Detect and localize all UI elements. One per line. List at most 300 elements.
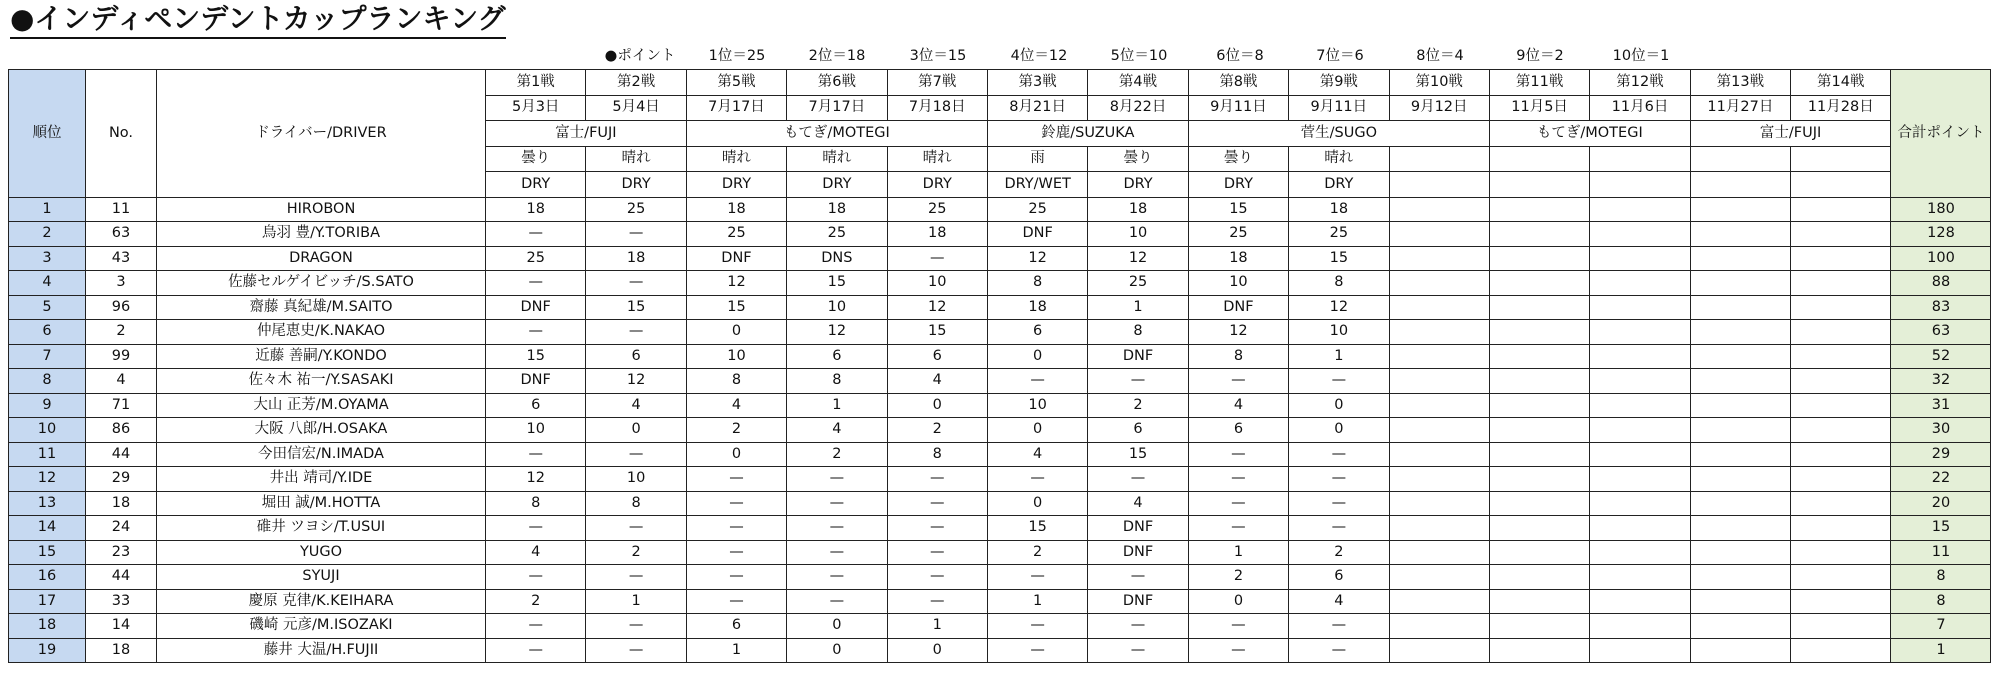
total-points-cell: 88 — [1891, 271, 1991, 296]
result-cell: 6 — [1088, 418, 1188, 443]
result-cell: — — [887, 589, 987, 614]
result-cell: — — [486, 442, 586, 467]
weather-cell: 晴れ — [787, 146, 887, 172]
result-cell: — — [1289, 442, 1389, 467]
car-number-cell: 24 — [86, 516, 157, 541]
result-cell: — — [1188, 467, 1288, 492]
weather-cell: 曇り — [1188, 146, 1288, 172]
result-cell: DNF — [486, 295, 586, 320]
result-cell — [1590, 516, 1690, 541]
result-cell: 10 — [787, 295, 887, 320]
round-label: 第14戦 — [1791, 70, 1891, 96]
result-cell — [1489, 467, 1589, 492]
result-cell: 4 — [987, 442, 1087, 467]
result-cell: 18 — [586, 246, 686, 271]
result-cell: 18 — [1088, 197, 1188, 222]
result-cell — [1590, 197, 1690, 222]
car-number-cell: 43 — [86, 246, 157, 271]
result-cell: — — [987, 638, 1087, 663]
result-cell: 0 — [887, 638, 987, 663]
result-cell — [1389, 565, 1489, 590]
result-cell — [1489, 638, 1589, 663]
result-cell — [1791, 369, 1891, 394]
condition-cell — [1590, 172, 1690, 198]
position-cell: 18 — [9, 614, 86, 639]
result-cell: 0 — [987, 344, 1087, 369]
result-cell: 25 — [1088, 271, 1188, 296]
result-cell: 12 — [987, 246, 1087, 271]
position-cell: 6 — [9, 320, 86, 345]
car-number-cell: 3 — [86, 271, 157, 296]
result-cell: 15 — [586, 295, 686, 320]
result-cell: 18 — [987, 295, 1087, 320]
result-cell: 4 — [686, 393, 786, 418]
result-cell: 6 — [787, 344, 887, 369]
total-points-cell: 63 — [1891, 320, 1991, 345]
result-cell — [1389, 467, 1489, 492]
result-cell — [1590, 222, 1690, 247]
driver-cell: 大山 正芳/M.OYAMA — [157, 393, 486, 418]
result-cell — [1389, 320, 1489, 345]
result-cell: 1 — [987, 589, 1087, 614]
result-cell — [1489, 222, 1589, 247]
total-points-cell: 128 — [1891, 222, 1991, 247]
result-cell: — — [586, 320, 686, 345]
total-points-cell: 15 — [1891, 516, 1991, 541]
result-cell: 4 — [1188, 393, 1288, 418]
result-cell: — — [1088, 369, 1188, 394]
result-cell — [1690, 393, 1790, 418]
result-cell: 18 — [887, 222, 987, 247]
total-points-cell: 31 — [1891, 393, 1991, 418]
result-cell: 15 — [887, 320, 987, 345]
result-cell — [1791, 197, 1891, 222]
result-cell: 15 — [987, 516, 1087, 541]
result-cell: 2 — [1289, 540, 1389, 565]
result-cell: — — [887, 565, 987, 590]
result-cell — [1489, 246, 1589, 271]
result-cell — [1590, 565, 1690, 590]
result-cell: — — [1088, 614, 1188, 639]
result-cell: 6 — [1289, 565, 1389, 590]
result-cell: — — [686, 491, 786, 516]
result-cell — [1590, 589, 1690, 614]
position-cell: 10 — [9, 418, 86, 443]
result-cell: 10 — [987, 393, 1087, 418]
result-cell: 0 — [787, 614, 887, 639]
table-row — [9, 320, 1991, 345]
result-cell — [1590, 271, 1690, 296]
condition-cell: DRY — [1088, 172, 1188, 198]
result-cell: — — [787, 516, 887, 541]
result-cell: 0 — [1289, 418, 1389, 443]
result-cell: — — [486, 222, 586, 247]
driver-cell: 近藤 善嗣/Y.KONDO — [157, 344, 486, 369]
round-date: 7月17日 — [787, 95, 887, 121]
total-points-cell: 7 — [1891, 614, 1991, 639]
position-cell: 11 — [9, 442, 86, 467]
result-cell — [1389, 222, 1489, 247]
round-label: 第3戦 — [987, 70, 1087, 96]
result-cell: — — [586, 271, 686, 296]
result-cell — [1489, 418, 1589, 443]
result-cell — [1389, 491, 1489, 516]
result-cell: 4 — [1289, 589, 1389, 614]
result-cell — [1489, 491, 1589, 516]
condition-cell — [1690, 172, 1790, 198]
result-cell: 2 — [1188, 565, 1288, 590]
result-cell — [1389, 344, 1489, 369]
position-cell: 19 — [9, 638, 86, 663]
result-cell — [1489, 320, 1589, 345]
table-row — [9, 467, 1991, 492]
result-cell: 4 — [586, 393, 686, 418]
result-cell — [1690, 540, 1790, 565]
round-label: 第9戦 — [1289, 70, 1389, 96]
result-cell — [1791, 565, 1891, 590]
result-cell: — — [1289, 638, 1389, 663]
result-cell: 8 — [1088, 320, 1188, 345]
header-driver: ドライバー/DRIVER — [157, 70, 486, 198]
car-number-cell: 2 — [86, 320, 157, 345]
result-cell: 2 — [787, 442, 887, 467]
car-number-cell: 18 — [86, 638, 157, 663]
driver-cell: 大阪 八郎/H.OSAKA — [157, 418, 486, 443]
car-number-cell: 11 — [86, 197, 157, 222]
weather-cell — [1791, 146, 1891, 172]
total-points-cell: 30 — [1891, 418, 1991, 443]
result-cell — [1791, 491, 1891, 516]
round-date: 9月12日 — [1389, 95, 1489, 121]
result-cell — [1590, 344, 1690, 369]
result-cell: 15 — [686, 295, 786, 320]
table-row — [9, 222, 1991, 247]
car-number-cell: 18 — [86, 491, 157, 516]
result-cell — [1690, 589, 1790, 614]
result-cell: — — [1188, 369, 1288, 394]
result-cell: 8 — [887, 442, 987, 467]
weather-cell: 曇り — [1088, 146, 1188, 172]
car-number-cell: 14 — [86, 614, 157, 639]
result-cell — [1489, 369, 1589, 394]
result-cell: — — [1188, 614, 1288, 639]
result-cell: 2 — [887, 418, 987, 443]
result-cell — [1690, 565, 1790, 590]
weather-cell: 晴れ — [586, 146, 686, 172]
result-cell: DNS — [787, 246, 887, 271]
result-cell — [1489, 589, 1589, 614]
condition-cell: DRY — [1188, 172, 1288, 198]
total-points-cell: 20 — [1891, 491, 1991, 516]
result-cell: 0 — [787, 638, 887, 663]
result-cell — [1791, 418, 1891, 443]
result-cell: — — [987, 614, 1087, 639]
result-cell: DNF — [686, 246, 786, 271]
result-cell: 10 — [586, 467, 686, 492]
position-cell: 4 — [9, 271, 86, 296]
car-number-cell: 29 — [86, 467, 157, 492]
result-cell: 25 — [987, 197, 1087, 222]
table-row — [9, 393, 1991, 418]
total-points-cell: 32 — [1891, 369, 1991, 394]
result-cell — [1590, 295, 1690, 320]
result-cell: 2 — [586, 540, 686, 565]
round-date: 5月3日 — [486, 95, 586, 121]
result-cell — [1489, 540, 1589, 565]
result-cell: 8 — [1289, 271, 1389, 296]
result-cell: 12 — [887, 295, 987, 320]
result-cell: — — [586, 516, 686, 541]
weather-cell: 晴れ — [1289, 146, 1389, 172]
result-cell: 0 — [686, 320, 786, 345]
page-title: ●インディペンデントカップランキング — [10, 2, 506, 39]
result-cell: 1 — [887, 614, 987, 639]
result-cell: — — [1289, 491, 1389, 516]
result-cell — [1389, 442, 1489, 467]
result-cell — [1489, 565, 1589, 590]
result-cell: — — [686, 540, 786, 565]
result-cell: — — [486, 614, 586, 639]
result-cell: — — [1188, 516, 1288, 541]
result-cell: — — [1289, 516, 1389, 541]
table-row — [9, 638, 1991, 663]
weather-cell: 雨 — [987, 146, 1087, 172]
result-cell — [1489, 271, 1589, 296]
total-points-cell: 29 — [1891, 442, 1991, 467]
car-number-cell: 23 — [86, 540, 157, 565]
result-cell: 4 — [887, 369, 987, 394]
result-cell — [1590, 614, 1690, 639]
round-label: 第5戦 — [686, 70, 786, 96]
result-cell: 4 — [1088, 491, 1188, 516]
result-cell — [1791, 344, 1891, 369]
position-cell: 2 — [9, 222, 86, 247]
driver-cell: 井出 靖司/Y.IDE — [157, 467, 486, 492]
result-cell: — — [1289, 369, 1389, 394]
result-cell: — — [887, 467, 987, 492]
result-cell: 8 — [686, 369, 786, 394]
driver-cell: SYUJI — [157, 565, 486, 590]
result-cell — [1389, 589, 1489, 614]
table-row — [9, 491, 1991, 516]
result-cell — [1791, 516, 1891, 541]
table-row — [9, 344, 1991, 369]
result-cell: — — [1088, 638, 1188, 663]
result-cell: — — [1188, 491, 1288, 516]
result-cell — [1590, 442, 1690, 467]
result-cell — [1791, 589, 1891, 614]
result-cell — [1489, 393, 1589, 418]
circuit-name: 富士/FUJI — [486, 121, 687, 147]
condition-cell: DRY — [887, 172, 987, 198]
weather-cell — [1489, 146, 1589, 172]
result-cell — [1791, 442, 1891, 467]
result-cell: — — [987, 467, 1087, 492]
points-label: ●ポイント — [604, 48, 676, 64]
car-number-cell: 71 — [86, 393, 157, 418]
result-cell — [1389, 369, 1489, 394]
result-cell: 10 — [1188, 271, 1288, 296]
header-car-number: No. — [86, 70, 157, 198]
round-label: 第8戦 — [1188, 70, 1288, 96]
result-cell — [1791, 393, 1891, 418]
result-cell: — — [586, 565, 686, 590]
result-cell — [1791, 614, 1891, 639]
result-cell: 25 — [1289, 222, 1389, 247]
result-cell — [1690, 369, 1790, 394]
result-cell: 15 — [787, 271, 887, 296]
header-total-points: 合計ポイント — [1891, 70, 1991, 198]
result-cell: 8 — [987, 271, 1087, 296]
round-label: 第7戦 — [887, 70, 987, 96]
weather-cell — [1590, 146, 1690, 172]
driver-cell: 碓井 ツヨシ/T.USUI — [157, 516, 486, 541]
result-cell: — — [486, 516, 586, 541]
result-cell: — — [686, 565, 786, 590]
result-cell: 2 — [686, 418, 786, 443]
result-cell: 18 — [486, 197, 586, 222]
result-cell: DNF — [987, 222, 1087, 247]
position-cell: 15 — [9, 540, 86, 565]
result-cell — [1690, 491, 1790, 516]
car-number-cell: 33 — [86, 589, 157, 614]
result-cell: — — [686, 589, 786, 614]
result-cell — [1590, 540, 1690, 565]
result-cell: 12 — [586, 369, 686, 394]
result-cell: DNF — [1088, 589, 1188, 614]
result-cell: 12 — [787, 320, 887, 345]
result-cell — [1389, 271, 1489, 296]
result-cell — [1791, 222, 1891, 247]
result-cell: 6 — [486, 393, 586, 418]
points-item: 5位＝10 — [1110, 48, 1168, 64]
result-cell: 15 — [1289, 246, 1389, 271]
position-cell: 1 — [9, 197, 86, 222]
result-cell: 10 — [686, 344, 786, 369]
result-cell: — — [486, 320, 586, 345]
header-round-row — [9, 70, 1991, 96]
round-label: 第2戦 — [586, 70, 686, 96]
result-cell: 6 — [987, 320, 1087, 345]
weather-cell: 晴れ — [686, 146, 786, 172]
round-date: 11月5日 — [1489, 95, 1589, 121]
result-cell: 0 — [987, 491, 1087, 516]
weather-cell: 晴れ — [887, 146, 987, 172]
result-cell: — — [1188, 638, 1288, 663]
result-cell: 8 — [787, 369, 887, 394]
result-cell: 1 — [1188, 540, 1288, 565]
result-cell — [1690, 320, 1790, 345]
result-cell: 25 — [686, 222, 786, 247]
result-cell — [1791, 271, 1891, 296]
table-row — [9, 565, 1991, 590]
points-legend — [0, 44, 2000, 66]
weather-cell — [1389, 146, 1489, 172]
result-cell: 25 — [586, 197, 686, 222]
result-cell: 18 — [787, 197, 887, 222]
result-cell — [1590, 491, 1690, 516]
result-cell: 25 — [1188, 222, 1288, 247]
result-cell — [1690, 614, 1790, 639]
total-points-cell: 11 — [1891, 540, 1991, 565]
result-cell: 10 — [1289, 320, 1389, 345]
result-cell: — — [486, 565, 586, 590]
result-cell: 6 — [887, 344, 987, 369]
result-cell — [1690, 638, 1790, 663]
result-cell: 1 — [787, 393, 887, 418]
position-cell: 3 — [9, 246, 86, 271]
points-item: 2位＝18 — [808, 48, 866, 64]
header-position: 順位 — [9, 70, 86, 198]
result-cell: — — [887, 540, 987, 565]
weather-cell — [1690, 146, 1790, 172]
condition-cell — [1389, 172, 1489, 198]
table-row — [9, 516, 1991, 541]
result-cell — [1690, 222, 1790, 247]
table-row — [9, 295, 1991, 320]
points-item: 4位＝12 — [1010, 48, 1068, 64]
total-points-cell: 8 — [1891, 565, 1991, 590]
result-cell: 18 — [1188, 246, 1288, 271]
total-points-cell: 8 — [1891, 589, 1991, 614]
circuit-name: もてぎ/MOTEGI — [1489, 121, 1690, 147]
position-cell: 5 — [9, 295, 86, 320]
result-cell — [1389, 393, 1489, 418]
result-cell — [1489, 197, 1589, 222]
condition-cell — [1489, 172, 1589, 198]
result-cell — [1489, 614, 1589, 639]
points-item: 9位＝2 — [1516, 48, 1564, 64]
result-cell: 25 — [887, 197, 987, 222]
result-cell — [1791, 638, 1891, 663]
result-cell: — — [586, 638, 686, 663]
round-date: 8月21日 — [987, 95, 1087, 121]
result-cell — [1389, 418, 1489, 443]
result-cell: — — [887, 246, 987, 271]
table-row — [9, 442, 1991, 467]
driver-cell: 鳥羽 豊/Y.TORIBA — [157, 222, 486, 247]
round-date: 7月17日 — [686, 95, 786, 121]
result-cell: — — [586, 222, 686, 247]
condition-cell: DRY — [1289, 172, 1389, 198]
round-date: 5月4日 — [586, 95, 686, 121]
total-points-cell: 100 — [1891, 246, 1991, 271]
round-date: 9月11日 — [1289, 95, 1389, 121]
result-cell — [1590, 467, 1690, 492]
result-cell: — — [787, 467, 887, 492]
result-cell — [1791, 540, 1891, 565]
result-cell: 15 — [1188, 197, 1288, 222]
result-cell: 0 — [586, 418, 686, 443]
result-cell: DNF — [1188, 295, 1288, 320]
condition-cell: DRY/WET — [987, 172, 1087, 198]
result-cell: 25 — [486, 246, 586, 271]
result-cell: 6 — [1188, 418, 1288, 443]
result-cell: — — [1088, 467, 1188, 492]
total-points-cell: 83 — [1891, 295, 1991, 320]
condition-cell: DRY — [686, 172, 786, 198]
round-date: 9月11日 — [1188, 95, 1288, 121]
result-cell: 10 — [887, 271, 987, 296]
car-number-cell: 44 — [86, 565, 157, 590]
result-cell: — — [486, 638, 586, 663]
circuit-name: 鈴鹿/SUZUKA — [987, 121, 1188, 147]
driver-cell: 堀田 誠/M.HOTTA — [157, 491, 486, 516]
result-cell: — — [987, 369, 1087, 394]
table-row — [9, 418, 1991, 443]
result-cell: — — [586, 614, 686, 639]
result-cell — [1690, 344, 1790, 369]
